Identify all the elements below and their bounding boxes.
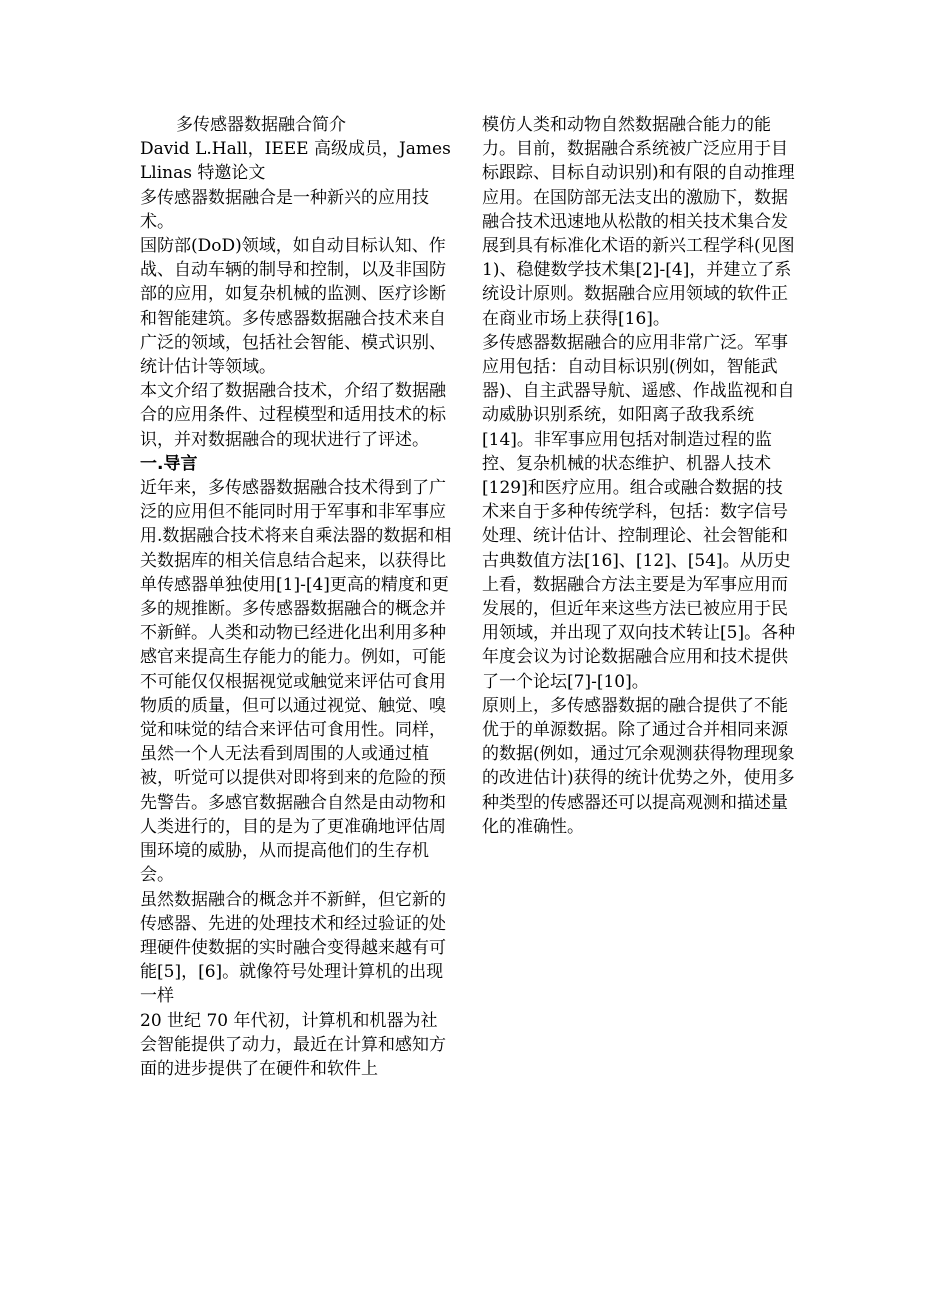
- author-line: David L.Hall，IEEE 高级成员，James Llinas 特邀论文: [140, 139, 451, 184]
- intro-paragraph-3: 20 世纪 70 年代初，计算机和机器为社会智能提供了动力，最近在计算和感知方面的进步提供了在硬件和软件上: [140, 1010, 446, 1079]
- intro-paragraph-2: 虽然数据融合的概念并不新鲜，但它新的传感器、先进的处理技术和经过验证的处理硬件使数据的实时融合变得越来越有可能[5]，[6]。就像符号处理计算机的出现一样: [140, 889, 446, 1007]
- abstract-paragraph-2: 国防部(DoD)领域，如自动目标认知、作战、自动车辆的制导和控制，以及非国防部的应用，如复杂机械的监测、医疗诊断和智能建筑。多传感器数据融合技术来自广泛的领域，包括社会智能、模式识别、统计估计等领域。: [140, 236, 446, 378]
- abstract-paragraph-1: 多传感器数据融合是一种新兴的应用技术。: [140, 187, 429, 232]
- abstract-paragraph-3: 本文介绍了数据融合技术，介绍了数据融合的应用条件、过程模型和适用技术的标识，并对数据融合的现状进行了评述。: [140, 381, 446, 450]
- body-paragraph-1: 模仿人类和动物自然数据融合能力的能力。目前，数据融合系统被广泛应用于目标跟踪、目标自动识别)和有限的自动推理应用。在国防部无法支出的激励下，数据融合技术迅速地从松散的相关技术集合发展到具有标准化术语的新兴工程学科(见图 1)、稳健数学技术集[2]-[4]，并建立了系统设计原则。数据融合应用领域的软件正在商业市场上获得[16]。: [482, 115, 795, 329]
- intro-paragraph-1: 近年来，多传感器数据融合技术得到了广泛的应用但不能同时用于军事和非军事应用.数据融合技术将来自乘法器的数据和相关数据库的相关信息结合起来，以获得比单传感器单独使用[1]-[4]更高的精度和更多的规推断。多传感器数据融合的概念并不新鲜。人类和动物已经进化出利用多种感官来提高生存能力的能力。例如，可能不可能仅仅根据视觉或触觉来评估可食用物质的质量，但可以通过视觉、触觉、嗅觉和味觉的结合来评估可食用性。同样，虽然一个人无法看到周围的人或通过植被，听觉可以提供对即将到来的危险的预先警告。多感官数据融合自然是由动物和人类进行的，目的是为了更准确地评估周围环境的威胁，从而提高他们的生存机会。: [140, 478, 452, 886]
- right-column: [482, 113, 798, 839]
- paper-title: 多传感器数据融合简介: [176, 115, 346, 135]
- body-paragraph-2: 多传感器数据融合的应用非常广泛。军事应用包括：自动目标识别(例如，智能武器)、自主武器导航、遥感、作战监视和自动威胁识别系统，如阳离子敌我系统[14]。非军事应用包括对制造过程的监控、复杂机械的状态维护、机器人技术[129]和医疗应用。组合或融合数据的技术来自于多种传统学科，包括：数字信号处理、统计估计、控制理论、社会智能和古典数值方法[16]、[12]、[54]。从历史上看，数据融合方法主要是为军事应用而发展的，但近年来这些方法已被应用于民用领域，并出现了双向技术转让[5]。各种年度会议为讨论数据融合应用和技术提供了一个论坛[7]-[10]。: [482, 332, 796, 692]
- body-paragraph-3: 原则上，多传感器数据的融合提供了不能优于的单源数据。除了通过合并相同来源的数据(例如，通过冗余观测获得物理现象的改进估计)获得的统计优势之外，使用多种类型的传感器还可以提高观测和描述量化的准确性。: [482, 695, 795, 837]
- left-column: [140, 113, 454, 1081]
- section-heading: 一.导言: [140, 453, 198, 474]
